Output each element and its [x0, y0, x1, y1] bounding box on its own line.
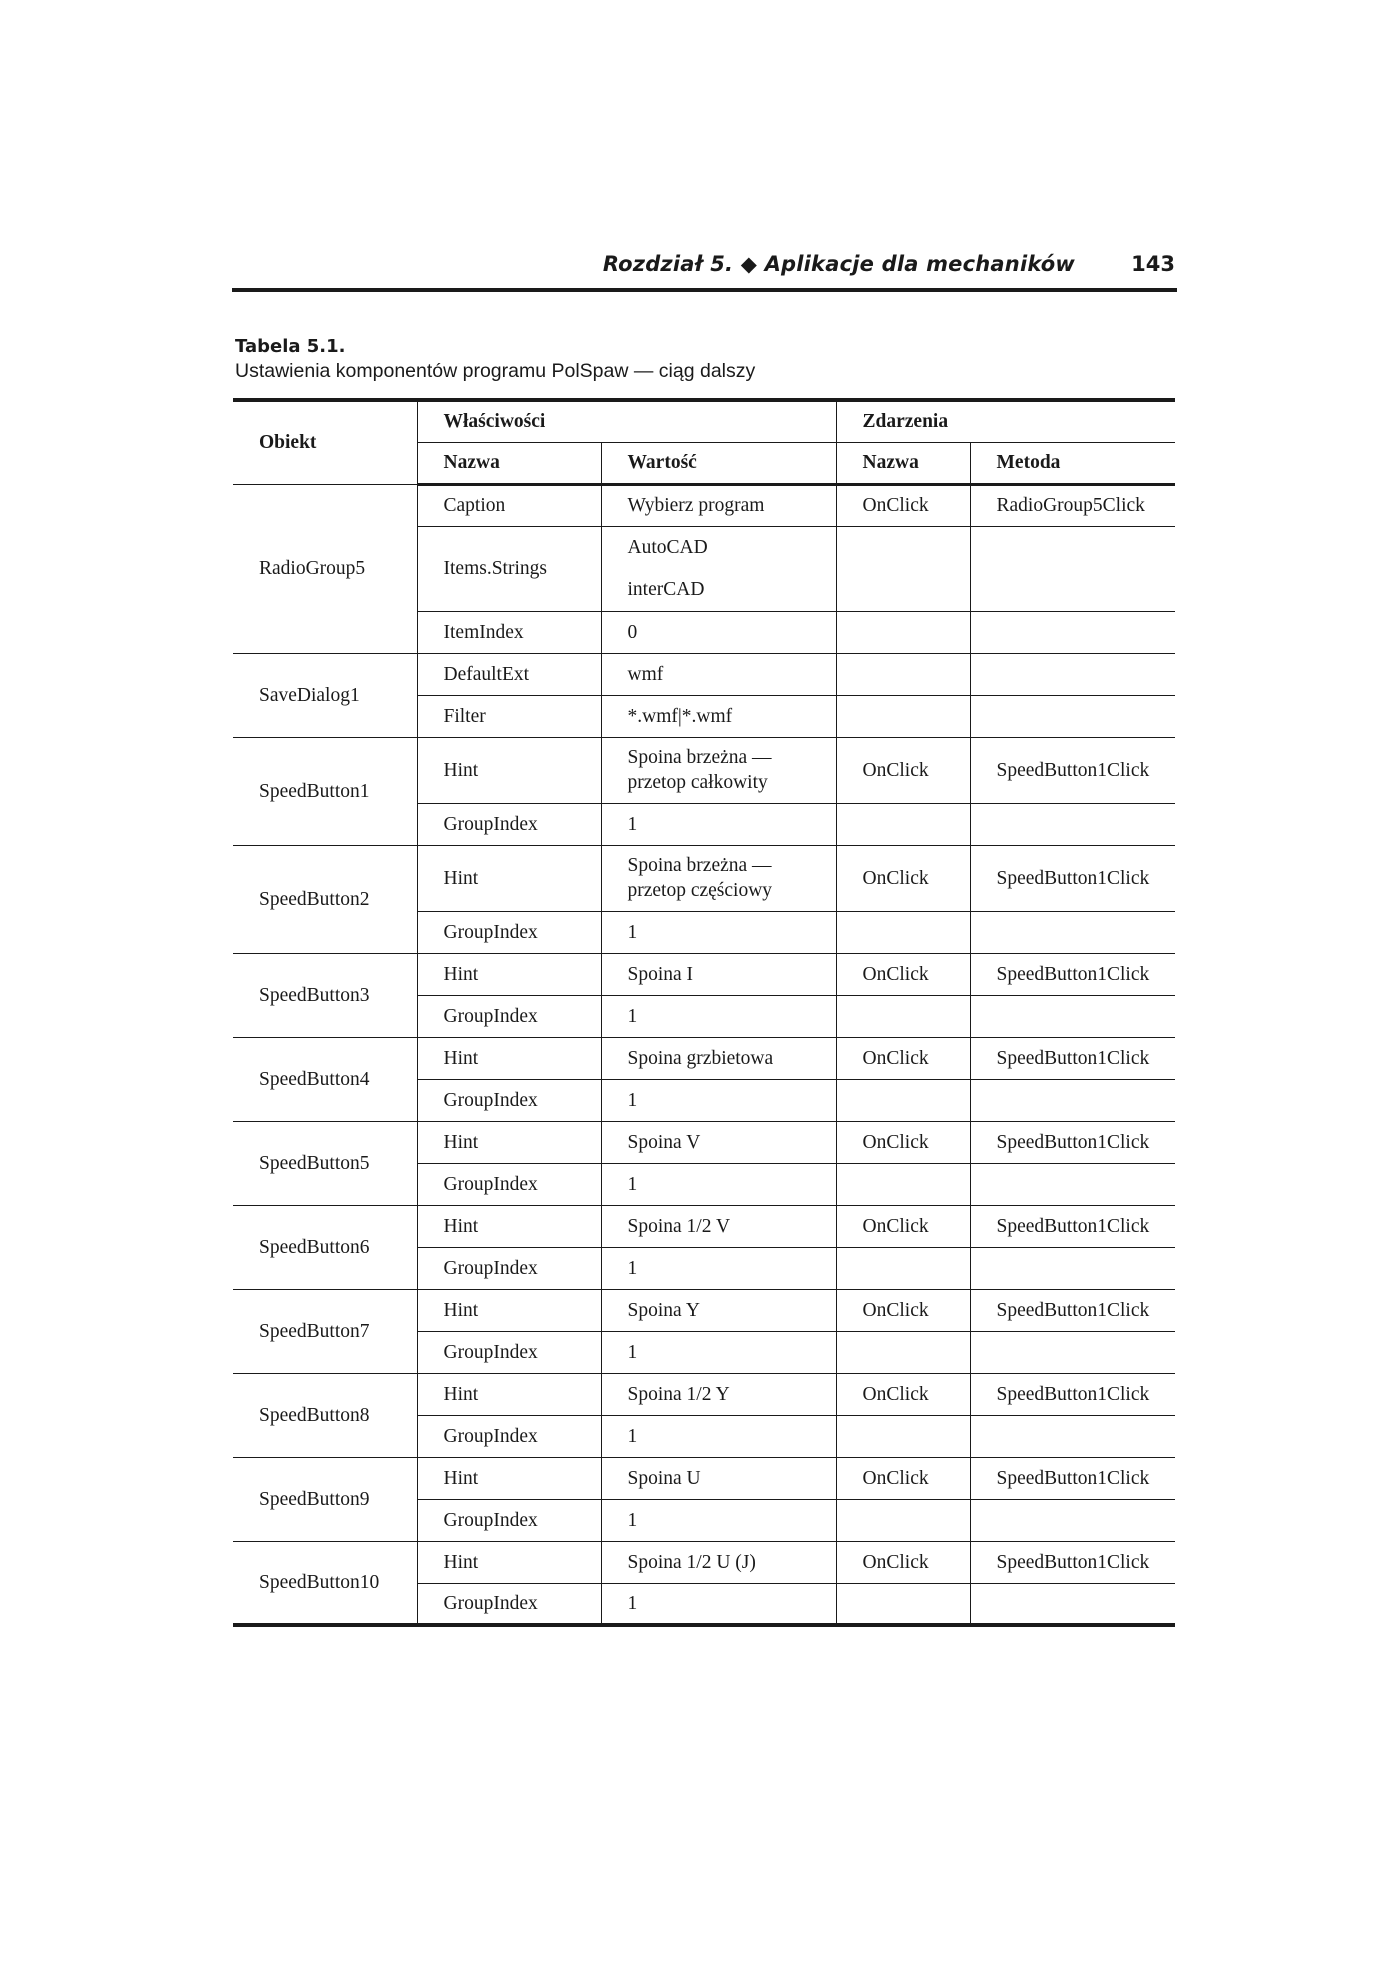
- event-cell: OnClick: [836, 845, 970, 911]
- running-header: [232, 252, 1177, 292]
- method-cell: SpeedButton1Click: [970, 1541, 1175, 1583]
- event-cell: [836, 995, 970, 1037]
- value-cell: 1: [601, 1331, 836, 1373]
- object-cell: SpeedButton4: [233, 1037, 417, 1121]
- property-cell: Items.Strings: [417, 526, 601, 611]
- method-cell: [970, 611, 1175, 653]
- event-cell: OnClick: [836, 1121, 970, 1163]
- event-cell: [836, 1583, 970, 1625]
- value-text: Spoina brzeżna — przetop częściowy: [627, 855, 773, 901]
- property-cell: Hint: [417, 953, 601, 995]
- table-row: [233, 1541, 1175, 1583]
- event-cell: [836, 803, 970, 845]
- chapter-title: Rozdział 5. ◆ Aplikacje dla mechaników: [602, 252, 1075, 276]
- property-cell: Hint: [417, 737, 601, 803]
- table-row: [233, 953, 1175, 995]
- method-cell: [970, 1583, 1175, 1625]
- value-cell: *.wmf|*.wmf: [601, 695, 836, 737]
- value-cell: 1: [601, 911, 836, 953]
- value-cell: Wybierz program: [601, 484, 836, 526]
- method-cell: [970, 803, 1175, 845]
- value-cell: 1: [601, 1415, 836, 1457]
- table-caption-text: Ustawienia komponentów programu PolSpaw — ciąg dalszy: [235, 360, 756, 382]
- property-cell: Hint: [417, 1541, 601, 1583]
- event-cell: OnClick: [836, 1373, 970, 1415]
- event-cell: [836, 653, 970, 695]
- header-wlasciwosci: Właściwości: [417, 400, 836, 442]
- value-cell: Spoina 1/2 Y: [601, 1373, 836, 1415]
- property-cell: GroupIndex: [417, 1583, 601, 1625]
- property-cell: GroupIndex: [417, 1079, 601, 1121]
- object-cell: SaveDialog1: [233, 653, 417, 737]
- value-cell: [601, 845, 836, 911]
- value-cell: Spoina Y: [601, 1289, 836, 1331]
- method-cell: [970, 911, 1175, 953]
- event-cell: [836, 1415, 970, 1457]
- value-line: interCAD: [627, 578, 705, 600]
- object-cell: SpeedButton5: [233, 1121, 417, 1205]
- method-cell: [970, 1331, 1175, 1373]
- value-cell: Spoina V: [601, 1121, 836, 1163]
- table-row: [233, 1121, 1175, 1163]
- event-cell: [836, 1331, 970, 1373]
- table-row: [233, 737, 1175, 803]
- value-line: AutoCAD: [627, 536, 708, 558]
- event-cell: OnClick: [836, 1541, 970, 1583]
- header-nazwa-property: Nazwa: [417, 442, 601, 484]
- components-settings-table: [233, 398, 1175, 1627]
- event-cell: [836, 1079, 970, 1121]
- event-cell: [836, 526, 970, 611]
- property-cell: Hint: [417, 1205, 601, 1247]
- method-cell: SpeedButton1Click: [970, 1205, 1175, 1247]
- value-cell: 1: [601, 1583, 836, 1625]
- table-row: [233, 1205, 1175, 1247]
- property-cell: Caption: [417, 484, 601, 526]
- header-metoda: Metoda: [970, 442, 1175, 484]
- method-cell: [970, 1163, 1175, 1205]
- event-cell: [836, 695, 970, 737]
- property-cell: Filter: [417, 695, 601, 737]
- header-zdarzenia: Zdarzenia: [836, 400, 1175, 442]
- method-cell: SpeedButton1Click: [970, 1373, 1175, 1415]
- method-cell: RadioGroup5Click: [970, 484, 1175, 526]
- object-cell: SpeedButton1: [233, 737, 417, 845]
- event-cell: OnClick: [836, 1037, 970, 1079]
- table-row: [233, 845, 1175, 911]
- property-cell: GroupIndex: [417, 1247, 601, 1289]
- property-cell: GroupIndex: [417, 1499, 601, 1541]
- value-cell: 1: [601, 803, 836, 845]
- object-cell: SpeedButton9: [233, 1457, 417, 1541]
- table-row: [233, 1457, 1175, 1499]
- property-cell: Hint: [417, 1121, 601, 1163]
- property-cell: GroupIndex: [417, 911, 601, 953]
- method-cell: SpeedButton1Click: [970, 953, 1175, 995]
- method-cell: [970, 995, 1175, 1037]
- event-cell: [836, 911, 970, 953]
- header-nazwa-event: Nazwa: [836, 442, 970, 484]
- event-cell: OnClick: [836, 484, 970, 526]
- table-caption-label: Tabela 5.1.: [235, 336, 346, 357]
- method-cell: [970, 1415, 1175, 1457]
- object-cell: RadioGroup5: [233, 484, 417, 653]
- property-cell: GroupIndex: [417, 1331, 601, 1373]
- event-cell: OnClick: [836, 1289, 970, 1331]
- method-cell: [970, 695, 1175, 737]
- event-cell: [836, 1247, 970, 1289]
- table-row: [233, 1289, 1175, 1331]
- method-cell: SpeedButton1Click: [970, 845, 1175, 911]
- method-cell: SpeedButton1Click: [970, 1121, 1175, 1163]
- object-cell: SpeedButton2: [233, 845, 417, 953]
- property-cell: ItemIndex: [417, 611, 601, 653]
- table-row: [233, 1037, 1175, 1079]
- object-cell: SpeedButton6: [233, 1205, 417, 1289]
- table-row: [233, 653, 1175, 695]
- value-cell: Spoina U: [601, 1457, 836, 1499]
- method-cell: [970, 1499, 1175, 1541]
- object-cell: SpeedButton8: [233, 1373, 417, 1457]
- property-cell: GroupIndex: [417, 1163, 601, 1205]
- event-cell: OnClick: [836, 953, 970, 995]
- method-cell: SpeedButton1Click: [970, 1289, 1175, 1331]
- method-cell: SpeedButton1Click: [970, 1457, 1175, 1499]
- value-cell: wmf: [601, 653, 836, 695]
- value-cell: [601, 737, 836, 803]
- event-cell: [836, 1163, 970, 1205]
- event-cell: [836, 611, 970, 653]
- object-cell: SpeedButton10: [233, 1541, 417, 1625]
- property-cell: GroupIndex: [417, 995, 601, 1037]
- method-cell: [970, 526, 1175, 611]
- property-cell: GroupIndex: [417, 1415, 601, 1457]
- page-number: 143: [1131, 252, 1175, 276]
- event-cell: OnClick: [836, 1205, 970, 1247]
- method-cell: [970, 1247, 1175, 1289]
- property-cell: Hint: [417, 1373, 601, 1415]
- value-cell: 0: [601, 611, 836, 653]
- object-cell: SpeedButton3: [233, 953, 417, 1037]
- value-cell: Spoina 1/2 U (J): [601, 1541, 836, 1583]
- header-wartosc: Wartość: [601, 442, 836, 484]
- table-row: [233, 1373, 1175, 1415]
- property-cell: GroupIndex: [417, 803, 601, 845]
- value-cell: 1: [601, 1247, 836, 1289]
- value-cell: Spoina I: [601, 953, 836, 995]
- method-cell: [970, 1079, 1175, 1121]
- value-cell: 1: [601, 1079, 836, 1121]
- event-cell: OnClick: [836, 1457, 970, 1499]
- object-cell: SpeedButton7: [233, 1289, 417, 1373]
- property-cell: Hint: [417, 1037, 601, 1079]
- value-cell: Spoina 1/2 V: [601, 1205, 836, 1247]
- event-cell: OnClick: [836, 737, 970, 803]
- header-obiekt: Obiekt: [233, 400, 417, 484]
- method-cell: [970, 653, 1175, 695]
- value-text: Spoina brzeżna — przetop całkowity: [627, 747, 772, 793]
- table-row: [233, 484, 1175, 526]
- property-cell: Hint: [417, 1289, 601, 1331]
- method-cell: SpeedButton1Click: [970, 737, 1175, 803]
- property-cell: Hint: [417, 845, 601, 911]
- method-cell: SpeedButton1Click: [970, 1037, 1175, 1079]
- value-cell: 1: [601, 995, 836, 1037]
- event-cell: [836, 1499, 970, 1541]
- property-cell: Hint: [417, 1457, 601, 1499]
- value-cell: [601, 526, 836, 611]
- property-cell: DefaultExt: [417, 653, 601, 695]
- value-cell: 1: [601, 1163, 836, 1205]
- value-cell: Spoina grzbietowa: [601, 1037, 836, 1079]
- value-cell: 1: [601, 1499, 836, 1541]
